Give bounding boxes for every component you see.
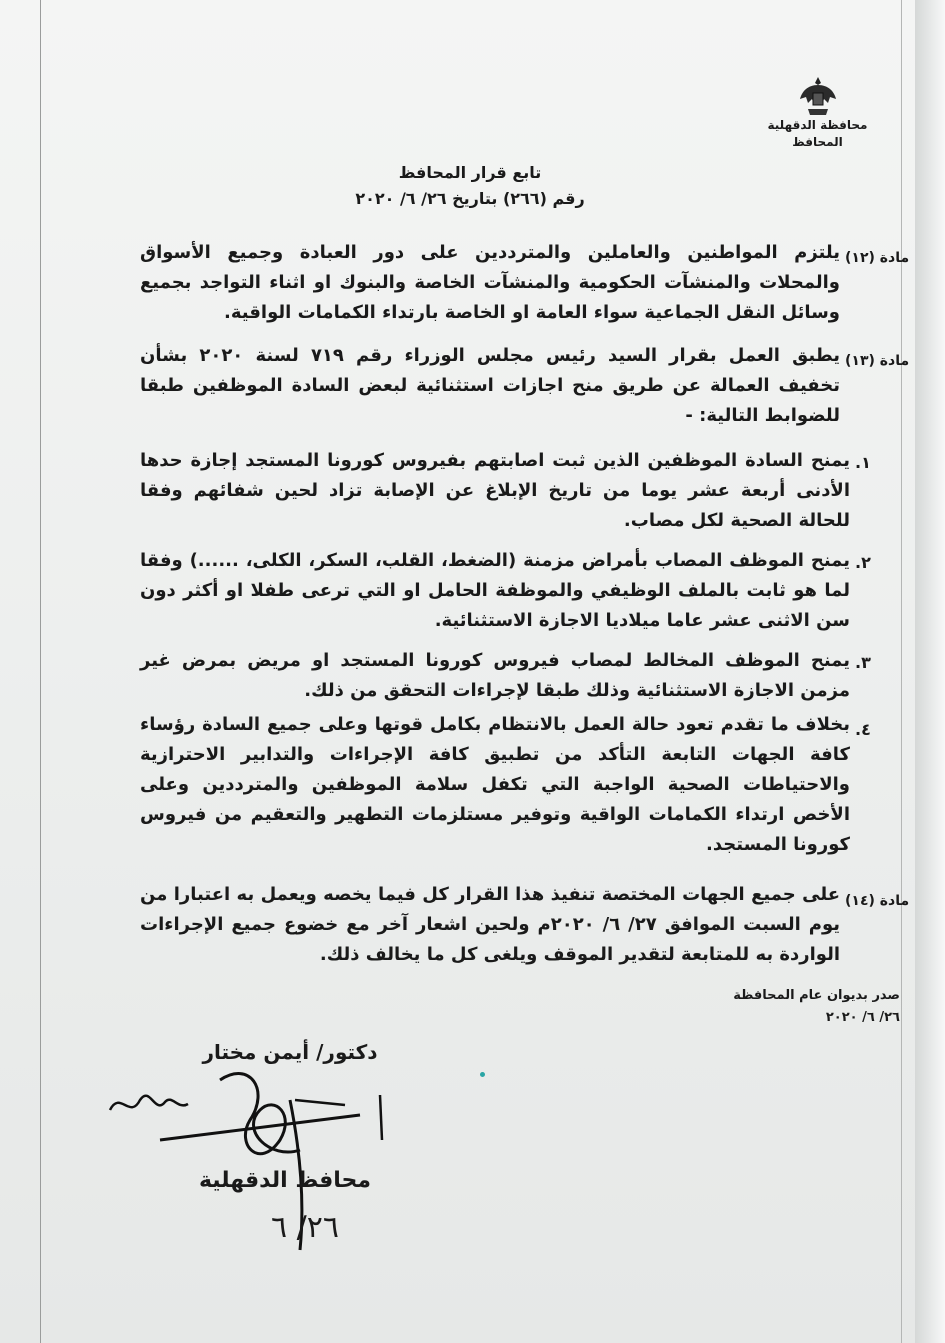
decree-title [310,160,630,212]
eagle-emblem-icon [798,75,838,117]
governorate-name: محافظة الدقهلية [767,118,868,132]
item-2-text: يمنح الموظف المصاب بأمراض مزمنة (الضغط، القلب، السكر، الكلى، ......) وفقا لما هو ثابت بالملف الوظيفي والموظفة الحامل او التي ترعى طفلا او أكثر دون سن الاثنى عشر عاما ميلاديا الاجازة الاستثنائية. [140,550,850,631]
item-1-number: ١. [855,453,871,472]
page-edge [915,0,945,1343]
issued-date: ٢٦/ ٦/ ٢٠٢٠ [825,1010,900,1025]
ink-dot [480,1072,485,1077]
item-4-text: بخلاف ما تقدم تعود حالة العمل بالانتظام بكامل قوتها وعلى جميع السادة رؤساء كافة الجهات التابعة التأكد من تطبيق كافة الإجراءات والتدابير الاحترازية والاحتياطات الصحية الواجبة التي تكفل سلامة الموظفين والمترددين وعلى الأخص ارتداء الكمامات الواقية وتوفير مستلزمات التطهير والتعقيم من فيروس كورونا المستجد. [140,714,850,855]
signatory-name: دكتور/ أيمن مختار [202,1040,378,1064]
decree-number-date: رقم (٢٦٦) بتاريخ ٢٦/ ٦/ ٢٠٢٠ [355,189,585,208]
article-14-label: مادة (١٤) [845,893,910,909]
letterhead [755,75,880,151]
item-2-number: ٢. [855,553,871,572]
item-4-number: ٤. [855,720,871,739]
issued-place: صدر بديوان عام المحافظة [733,988,900,1003]
issued-at [733,985,900,1029]
office-name: المحافظ [792,135,843,149]
handwritten-date: ٢٦/ ٦ [270,1210,339,1245]
article-13-label: مادة (١٣) [845,353,910,369]
article-12-label: مادة (١٢) [845,250,910,266]
signatory-title: محافظ الدقهلية [198,1168,372,1193]
article-13-text: يطبق العمل بقرار السيد رئيس مجلس الوزراء رقم ٧١٩ لسنة ٢٠٢٠ بشأن تخفيف العمالة عن طريق منح اجازات استثنائية لبعض السادة الموظفين طبقا للضوابط التالية: - [140,345,840,426]
item-3-number: ٣. [855,653,871,672]
decree-heading: تابع قرار المحافظ [398,163,542,182]
item-3-text: يمنح الموظف المخالط لمصاب فيروس كورونا المستجد او مريض بمرض غير مزمن الاجازة الاستثنائية وذلك طبقا لإجراءات التحقق من ذلك. [140,650,850,701]
item-1-text: يمنح السادة الموظفين الذين ثبت اصابتهم بفيروس كورونا المستجد إجازة حدها الأدنى أربعة عشر يوما من تاريخ الإبلاغ عن الإصابة تزاد لحين شفائهم وفقا للحالة الصحية لكل مصاب. [140,450,850,531]
article-14-text: على جميع الجهات المختصة تنفيذ هذا القرار كل فيما يخصه ويعمل به اعتبارا من يوم السبت الموافق ٢٧/ ٦/ ٢٠٢٠م ولحين اشعار آخر مع خضوع جميع الإجراءات الواردة به للمتابعة لتقدير الموقف ويلغى كل ما يخالف ذلك. [140,884,840,965]
article-12-text: يلتزم المواطنين والعاملين والمترددين على دور العبادة وجميع الأسواق والمحلات والمنشآت الحكومية والمنشآت الخاصة والبنوك او اثناء التواجد بجميع وسائل النقل الجماعية سواء العامة او الخاصة بارتداء الكمامات الواقية. [140,242,840,323]
